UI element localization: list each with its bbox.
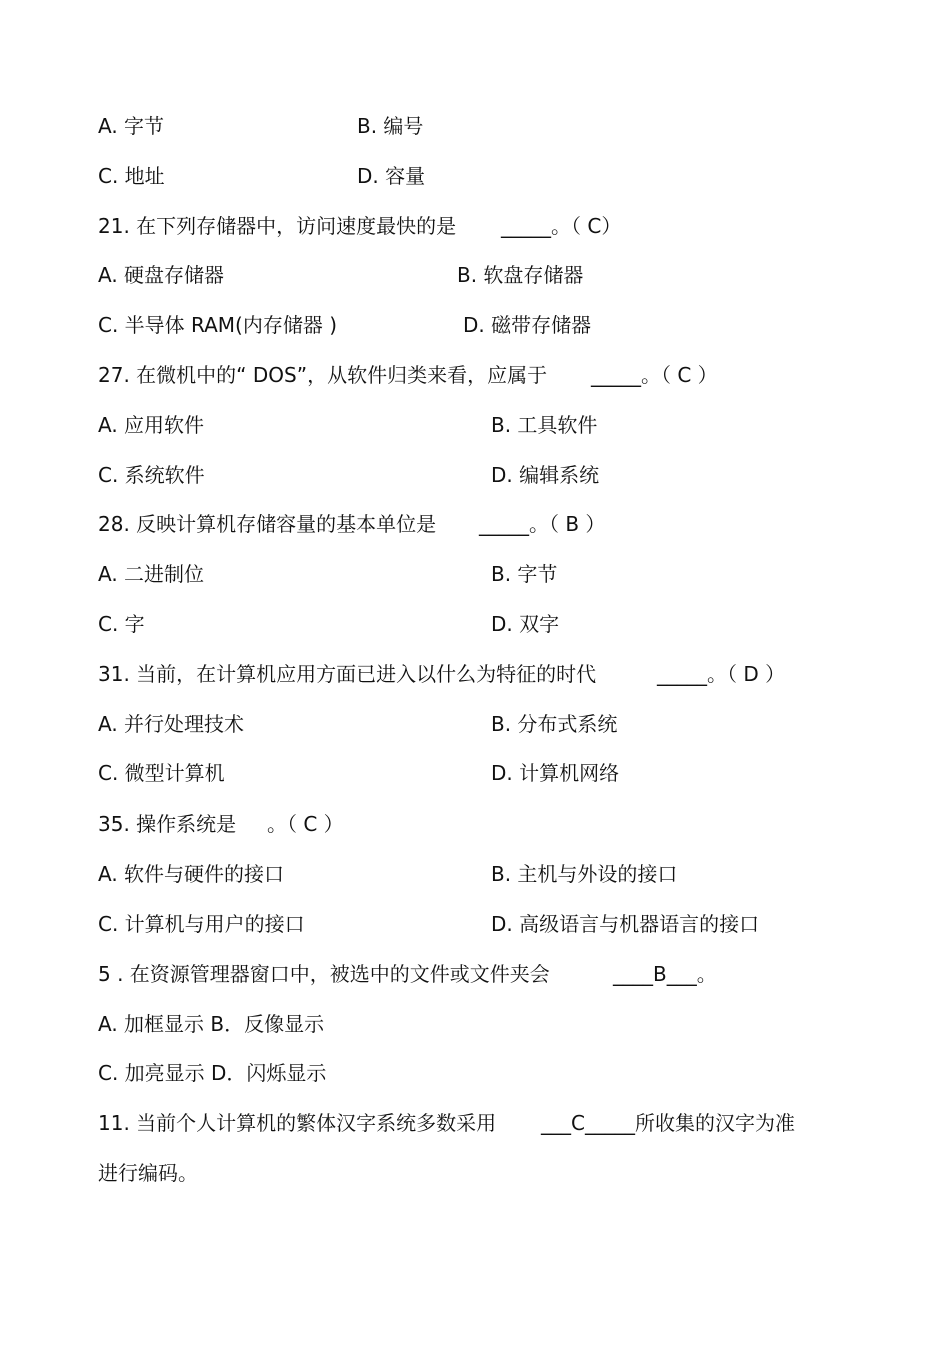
question-35 — [0, 809, 950, 839]
question-text: 28. 反映计算机存储容量的基本单位是 — [98, 512, 437, 536]
option-row — [0, 559, 950, 589]
option-d: D. 高级语言与机器语言的接口 — [491, 912, 760, 936]
question-5 — [0, 959, 950, 989]
option-c: C. 微型计算机 — [98, 761, 225, 785]
question-answer: _____。（ B ） — [479, 512, 606, 536]
question-answer: _____。（ D ） — [657, 662, 786, 686]
question-text: 21. 在下列存储器中，访问速度最快的是 — [98, 214, 457, 238]
option-row — [0, 709, 950, 739]
question-text: 进行编码。 — [98, 1161, 198, 1185]
option-c: C. 字 — [98, 612, 145, 636]
option-d: D. 双字 — [491, 612, 560, 636]
question-answer: ___C_____所收集的汉字为准 — [541, 1111, 795, 1135]
option-row — [0, 1058, 950, 1088]
option-d: D. 磁带存储器 — [463, 313, 592, 337]
option-row — [0, 758, 950, 788]
question-31 — [0, 659, 950, 689]
option-c-d: C. 加亮显示 D．闪烁显示 — [98, 1061, 327, 1085]
option-row — [0, 161, 950, 191]
option-b: B. 编号 — [357, 114, 424, 138]
option-b: B. 主机与外设的接口 — [491, 862, 678, 886]
question-11 — [0, 1108, 950, 1138]
option-d: D. 计算机网络 — [491, 761, 620, 785]
option-b: B. 分布式系统 — [491, 712, 618, 736]
question-text: 11. 当前个人计算机的繁体汉字系统多数采用 — [98, 1111, 497, 1135]
option-row — [0, 260, 950, 290]
option-b: B. 字节 — [491, 562, 558, 586]
option-a: A. 硬盘存储器 — [98, 263, 225, 287]
option-b: B. 工具软件 — [491, 413, 598, 437]
option-row — [0, 909, 950, 939]
option-row — [0, 410, 950, 440]
question-text: 5 . 在资源管理器窗口中，被选中的文件或文件夹会 — [98, 962, 550, 986]
option-c: C. 计算机与用户的接口 — [98, 912, 305, 936]
question-27 — [0, 360, 950, 390]
option-b: B. 软盘存储器 — [457, 263, 584, 287]
question-answer: _____。（ C ） — [591, 363, 718, 387]
option-a-b: A. 加框显示 B．反像显示 — [98, 1012, 325, 1036]
question-21 — [0, 211, 950, 241]
option-c: C. 系统软件 — [98, 463, 205, 487]
question-text: 31. 当前，在计算机应用方面已进入以什么为特征的时代 — [98, 662, 597, 686]
question-answer: 。（ C ） — [267, 812, 344, 836]
question-text: 27. 在微机中的“ DOS”，从软件归类来看，应属于 — [98, 363, 548, 387]
option-row — [0, 460, 950, 490]
option-a: A. 并行处理技术 — [98, 712, 245, 736]
question-answer: _____。（ C） — [501, 214, 622, 238]
question-28 — [0, 509, 950, 539]
option-c: C. 半导体 RAM(内存储器 ) — [98, 313, 338, 337]
question-text: 35. 操作系统是 — [98, 812, 237, 836]
question-answer: ____B___。 — [613, 962, 717, 986]
option-row — [0, 859, 950, 889]
option-row — [0, 1009, 950, 1039]
option-d: D. 编辑系统 — [491, 463, 600, 487]
option-a: A. 二进制位 — [98, 562, 205, 586]
option-row — [0, 310, 950, 340]
option-row — [0, 609, 950, 639]
option-row — [0, 111, 950, 141]
option-a: A. 软件与硬件的接口 — [98, 862, 285, 886]
option-d: D. 容量 — [357, 164, 426, 188]
question-11-continuation — [0, 1158, 950, 1188]
option-a: A. 字节 — [98, 114, 165, 138]
option-c: C. 地址 — [98, 164, 165, 188]
option-a: A. 应用软件 — [98, 413, 205, 437]
